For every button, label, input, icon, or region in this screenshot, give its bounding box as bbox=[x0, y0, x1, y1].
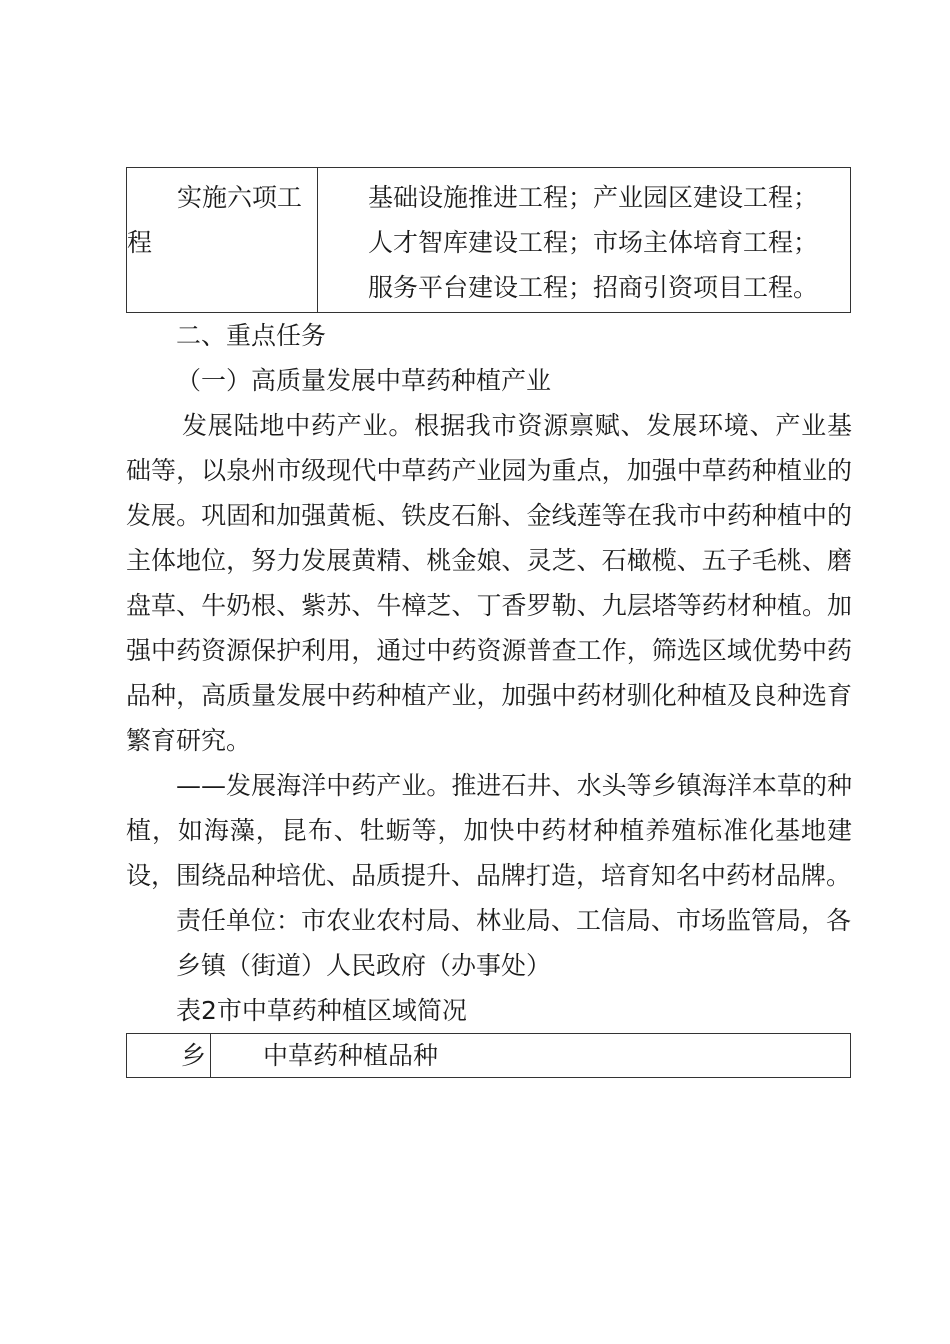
table-row bbox=[127, 168, 851, 313]
responsibility-units: 责任单位：市农业农村局、林业局、工信局、市场监管局，各 bbox=[176, 906, 852, 935]
paragraph-marine-medicine: ——发展海洋中药产业。推进石井、水头等乡镇海洋本草的种植，如海藻，昆布、牡蛎等，加快中药材种植养殖标准化基地建设，围绕品种培优、品质提升、品牌打造，培育知名中药材品牌。 bbox=[126, 771, 852, 890]
table-content-line: 人才智库建设工程；市场主体培育工程； bbox=[368, 228, 819, 257]
section-title: 二、重点任务 bbox=[176, 321, 327, 350]
document-page bbox=[126, 167, 852, 1078]
table-content-line: 服务平台建设工程；招商引资项目工程。 bbox=[368, 273, 819, 302]
table-label-cell bbox=[127, 168, 318, 313]
table-header-row bbox=[127, 1034, 851, 1078]
subsection-title: （一）高质量发展中草药种植产业 bbox=[176, 366, 552, 395]
table-content-cell bbox=[318, 168, 851, 313]
paragraph-land-medicine: 发展陆地中药产业。根据我市资源禀赋、发展环境、产业基础等，以泉州市级现代中草药产业园为重点，加强中草药种植业的发展。巩固和加强黄栀、铁皮石斛、金线莲等在我市中药种植中的主体地位，努力发展黄精、桃金娘、灵芝、石橄榄、五子毛桃、磨盘草、牛奶根、紫苏、牛樟芝、丁香罗勒、九层塔等药材种植。加强中药资源保护利用，通过中药资源普查工作，筛选区域优势中药品种，高质量发展中药种植产业，加强中药材驯化种植及良种选育繁育研究。 bbox=[126, 411, 852, 755]
table-content-line: 基础设施推进工程；产业园区建设工程； bbox=[368, 183, 819, 212]
planting-region-table bbox=[126, 1033, 851, 1078]
table-caption: 表2市中草药种植区域简况 bbox=[176, 996, 467, 1025]
responsibility-units-continued: 乡镇（街道）人民政府（办事处） bbox=[176, 951, 552, 980]
table-label: 实施六项工程 bbox=[127, 183, 303, 257]
table-header-township: 乡 bbox=[127, 1034, 211, 1078]
table-header-varieties: 中草药种植品种 bbox=[211, 1034, 851, 1078]
projects-table bbox=[126, 167, 851, 313]
